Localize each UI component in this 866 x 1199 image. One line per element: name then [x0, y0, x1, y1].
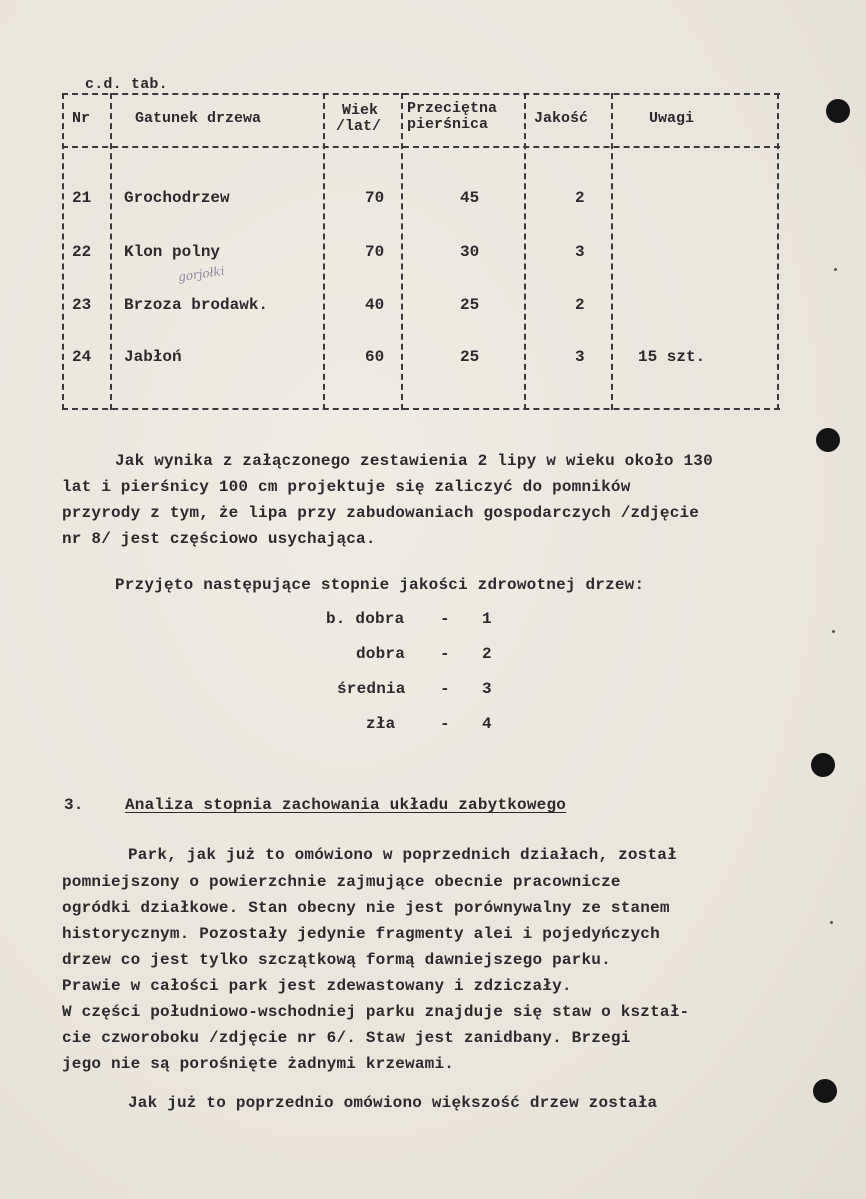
scale-label: średnia [337, 680, 406, 698]
margin-dot [830, 921, 833, 924]
section-number: 3. [64, 796, 84, 814]
table-col-divider [401, 93, 403, 410]
paragraph-line: Prawie w całości park jest zdewastowany i zdziczały. [62, 977, 572, 995]
cell-girth: 30 [460, 243, 480, 261]
cell-species: Klon polny [124, 243, 221, 261]
cell-species: Jabłoń [124, 348, 182, 366]
header-girth-line1: Przeciętna [407, 100, 498, 117]
cell-quality: 2 [575, 189, 585, 207]
scale-dash: - [440, 680, 450, 698]
table-col-divider [323, 93, 325, 410]
paragraph-line: przyrody z tym, że lipa przy zabudowaniach gospodarczych /zdjęcie [62, 504, 700, 522]
scale-label: zła [366, 715, 396, 733]
table-border-right [777, 93, 779, 410]
tree-table [62, 93, 780, 411]
scale-dash: - [440, 610, 450, 628]
quality-intro: Przyjęto następujące stopnie jakości zdrowotnej drzew: [115, 576, 645, 594]
header-notes: Uwagi [649, 110, 695, 127]
paragraph-line: nr 8/ jest częściowo usychająca. [62, 530, 376, 548]
table-col-divider [110, 93, 112, 410]
paragraph-line: pomniejszony o powierzchnie zajmujące obecnie pracownicze [62, 873, 621, 891]
paragraph-line: cie czworoboku /zdjęcie nr 6/. Staw jest zanidbany. Brzegi [62, 1029, 631, 1047]
cell-nr: 23 [72, 296, 92, 314]
punch-hole [826, 99, 850, 123]
table-border-top [62, 93, 780, 95]
table-border-left [62, 93, 64, 410]
scale-label: b. dobra [326, 610, 405, 628]
cell-age: 60 [365, 348, 385, 366]
scale-dash: - [440, 715, 450, 733]
punch-hole [811, 753, 835, 777]
paragraph-line: drzew co jest tylko szczątkową formą dawniejszego parku. [62, 951, 611, 969]
paragraph-line: ogródki działkowe. Stan obecny nie jest porównywalny ze stanem [62, 899, 670, 917]
scale-label: dobra [356, 645, 406, 663]
header-species: Gatunek drzewa [135, 110, 262, 127]
margin-dot [834, 268, 837, 271]
cell-girth: 25 [460, 348, 480, 366]
table-header-rule [62, 146, 780, 148]
cell-quality: 3 [575, 348, 585, 366]
cell-quality: 2 [575, 296, 585, 314]
paragraph-line: historycznym. Pozostały jedynie fragmenty alei i pojedyńczych [62, 925, 660, 943]
header-nr: Nr [72, 110, 91, 127]
cell-notes: 15 szt. [638, 348, 706, 366]
punch-hole [813, 1079, 837, 1103]
header-girth-line2: pierśnica [407, 116, 489, 133]
cell-girth: 25 [460, 296, 480, 314]
scale-value: 3 [482, 680, 492, 698]
cell-nr: 22 [72, 243, 92, 261]
margin-dot [832, 630, 835, 633]
scale-value: 4 [482, 715, 492, 733]
cell-species: Grochodrzew [124, 189, 230, 207]
scale-value: 2 [482, 645, 492, 663]
table-caption: c.d. tab. [85, 76, 168, 93]
table-col-divider [524, 93, 526, 410]
header-age-line1: Wiek [342, 102, 379, 119]
paragraph-line: W części południowo-wschodniej parku znajduje się staw o kształ- [62, 1003, 690, 1021]
cell-age: 70 [365, 243, 385, 261]
table-border-bottom [62, 408, 780, 410]
cell-nr: 21 [72, 189, 92, 207]
scale-dash: - [440, 645, 450, 663]
cell-age: 70 [365, 189, 385, 207]
cell-nr: 24 [72, 348, 92, 366]
scale-value: 1 [482, 610, 492, 628]
paragraph-line: jego nie są porośnięte żadnymi krzewami. [62, 1055, 455, 1073]
cell-species: Brzoza brodawk. [124, 296, 269, 314]
paragraph-line: Jak wynika z załączonego zestawienia 2 lipy w wieku około 130 [115, 452, 713, 470]
header-quality: Jakość [534, 110, 589, 127]
section-title: Analiza stopnia zachowania układu zabytkowego [125, 796, 567, 814]
punch-hole [816, 428, 840, 452]
cell-girth: 45 [460, 189, 480, 207]
table-col-divider [611, 93, 613, 410]
paragraph-line: Park, jak już to omówiono w poprzednich działach, został [128, 846, 677, 864]
cell-quality: 3 [575, 243, 585, 261]
header-age-line2: /lat/ [336, 118, 382, 135]
paragraph-line: Jak już to poprzednio omówiono większość drzew została [128, 1094, 658, 1112]
cell-age: 40 [365, 296, 385, 314]
paragraph-line: lat i pierśnicy 100 cm projektuje się zaliczyć do pomników [62, 478, 631, 496]
handwritten-note: gorjołki [177, 263, 226, 285]
